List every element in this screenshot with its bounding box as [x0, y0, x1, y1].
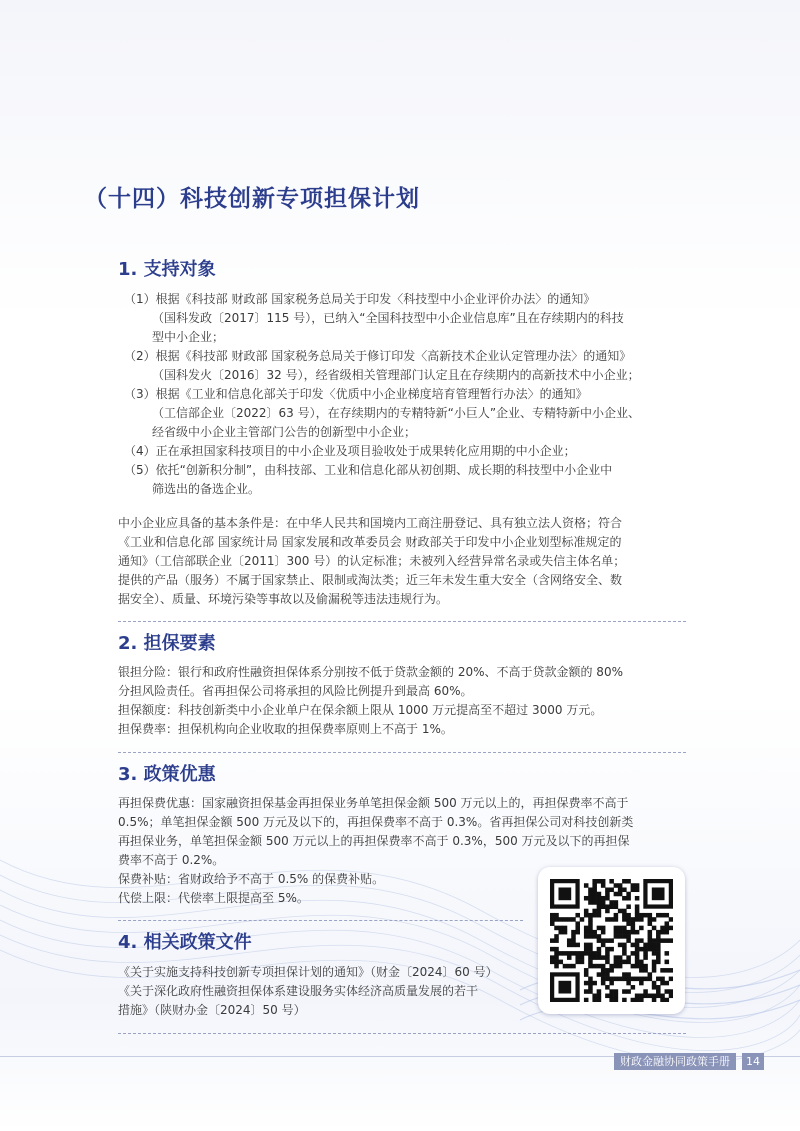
section-divider: [118, 621, 686, 622]
qr-code-icon: [550, 879, 673, 1002]
section-heading-guarantee-elements: 2. 担保要素: [118, 633, 216, 654]
support-target-list: [124, 290, 684, 499]
related-documents-text: 《关于实施支持科技创新专项担保计划的通知》（财金〔2024〕60 号） 《关于深化政府性融资担保体系建设服务实体经济高质量发展的若干 措施》（陕财办金〔2024〕50 号）: [118, 965, 498, 1017]
section-divider: [118, 1033, 686, 1034]
page-title: （十四）科技创新专项担保计划: [84, 186, 420, 212]
section-heading-related-documents: 4. 相关政策文件: [118, 932, 252, 953]
section-divider: [118, 920, 523, 921]
policy-benefits-text: 再担保费优惠：国家融资担保基金再担保业务单笔担保金额 500 万元以上的，再担保费率不高于 0.5%；单笔担保金额 500 万元及以下的，再担保费率不高于 0.3%。省再担保公司对科技创新类 再担保业务，单笔担保金额 500 万元以上的再担保费率不高于 0.3%，500 万元及以下的再担保 费率不高于 0.2%。 保费补贴：省财政给予不高于 0.5% 的保费补贴。 代偿上限：代偿率上限提高至 5%。: [118, 796, 634, 905]
list-item: （3）根据《工业和信息化部关于印发〈优质中小企业梯度培育管理暂行办法〉的通知》 （工信部企业〔2022〕63 号），在存续期内的专精特新“小巨人”企业、专精特新中小企业、 经省级中小企业主管部门公告的创新型中小企业；: [124, 387, 641, 439]
list-item: （1）根据《科技部 财政部 国家税务总局关于印发〈科技型中小企业评价办法〉的通知》 （国科发政〔2017〕115 号），已纳入“全国科技型中小企业信息库”且在存续期内的科技 型中小企业；: [124, 292, 624, 344]
list-item: （5）依托“创新积分制”，由科技部、工业和信息化部从初创期、成长期的科技型中小企业中 筛选出的备选企业。: [124, 463, 613, 496]
list-item: （4）正在承担国家科技项目的中小企业及项目验收处于成果转化应用期的中小企业；: [124, 444, 576, 458]
list-item: （2）根据《科技部 财政部 国家税务总局关于修订印发〈高新技术企业认定管理办法〉的通知》 （国科发火〔2016〕32 号），经省级相关管理部门认定且在存续期内的高新技术中小企业；: [124, 349, 640, 382]
basic-conditions-paragraph: 中小企业应具备的基本条件是：在中华人民共和国境内工商注册登记、具有独立法人资格；符合 《工业和信息化部 国家统计局 国家发展和改革委员会 财政部关于印发中小企业划型标准规定的 通知》（工信部联企业〔2011〕300 号）的认定标准；未被列入经营异常名录或失信主体名单； 提供的产品（服务）不属于国家禁止、限制或淘汰类；近三年未发生重大安全（含网络安全、数 据安全）、质量、环境污染等事故以及偷漏税等违法违规行为。: [118, 516, 626, 606]
section-heading-policy-benefits: 3. 政策优惠: [118, 764, 216, 785]
section-divider: [118, 752, 686, 753]
page-number: 14: [742, 1053, 764, 1070]
guarantee-elements-text: 银担分险：银行和政府性融资担保体系分别按不低于贷款金额的 20%、不高于贷款金额的 80% 分担风险责任。省再担保公司将承担的风险比例提升到最高 60%。 担保额度：科技创新类中小企业单户在保余额上限从 1000 万元提高至不超过 3000 万元。 担保费率：担保机构向企业收取的担保费率原则上不高于 1%。: [118, 665, 623, 736]
footer-handbook-label: 财政金融协同政策手册: [614, 1053, 736, 1070]
section-heading-support-targets: 1. 支持对象: [118, 259, 216, 280]
qr-code-card[interactable]: [538, 867, 685, 1014]
